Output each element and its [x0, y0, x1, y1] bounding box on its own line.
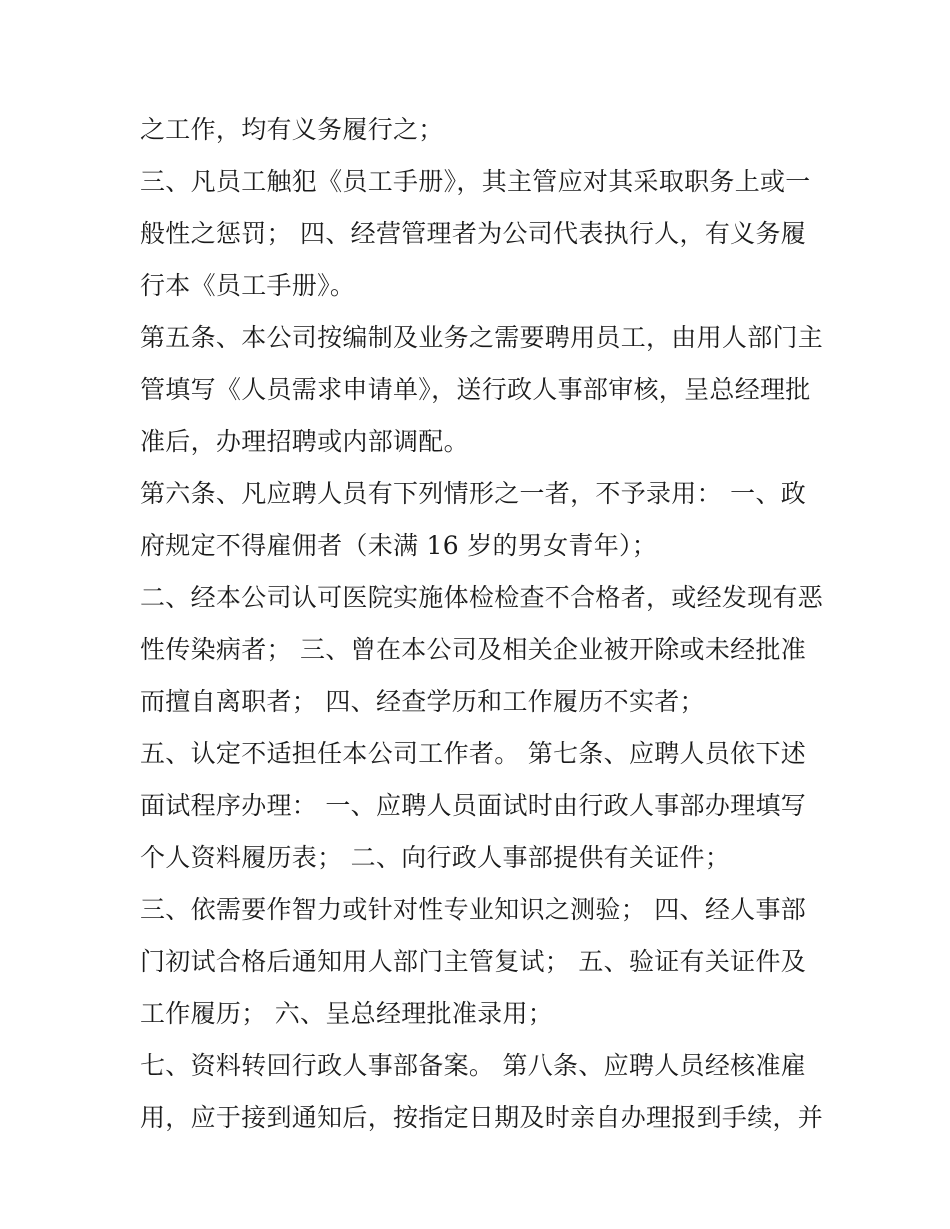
text-line: 性传染病者； 三、曾在本公司及相关企业被开除或未经批准 [140, 635, 807, 664]
text-line: 而擅自离职者； 四、经查学历和工作履历不实者； [140, 687, 705, 716]
text-line: 二、经本公司认可医院实施体检检查不合格者，或经发现有恶 [140, 583, 824, 612]
text-line: 准后，办理招聘或内部调配。 [140, 427, 469, 456]
text-line: 府规定不得雇佣者（未满 16 岁的男女青年）； [140, 531, 658, 560]
text-line: 五、认定不适担任本公司工作者。 第七条、应聘人员依下述 [140, 739, 807, 768]
text-line: 个人资料履历表； 二、向行政人事部提供有关证件； [140, 843, 731, 872]
text-line: 用，应于接到通知后，按指定日期及时亲自办理报到手续，并 [140, 1103, 824, 1132]
text-line: 般性之惩罚； 四、经营管理者为公司代表执行人，有义务履 [140, 219, 807, 248]
text-line: 三、依需要作智力或针对性专业知识之测验； 四、经人事部 [140, 895, 807, 924]
text-line: 管填写《人员需求申请单》，送行政人事部审核，呈总经理批 [140, 375, 811, 404]
text-line: 三、凡员工触犯《员工手册》，其主管应对其采取职务上或一 [140, 167, 811, 196]
text-line: 工作履历； 六、呈总经理批准录用； [140, 999, 554, 1028]
body-text [140, 104, 830, 1144]
text-line: 七、资料转回行政人事部备案。 第八条、应聘人员经核准雇 [140, 1051, 807, 1080]
text-line: 面试程序办理： 一、应聘人员面试时由行政人事部办理填写 [140, 791, 807, 820]
text-line: 门初试合格后通知用人部门主管复试； 五、验证有关证件及 [140, 947, 807, 976]
text-line: 第六条、凡应聘人员有下列情形之一者，不予录用： 一、政 [140, 479, 807, 508]
text-line: 之工作，均有义务履行之； [140, 115, 444, 144]
text-line: 第五条、本公司按编制及业务之需要聘用员工，由用人部门主 [140, 323, 824, 352]
text-line: 行本《员工手册》。 [140, 271, 356, 300]
